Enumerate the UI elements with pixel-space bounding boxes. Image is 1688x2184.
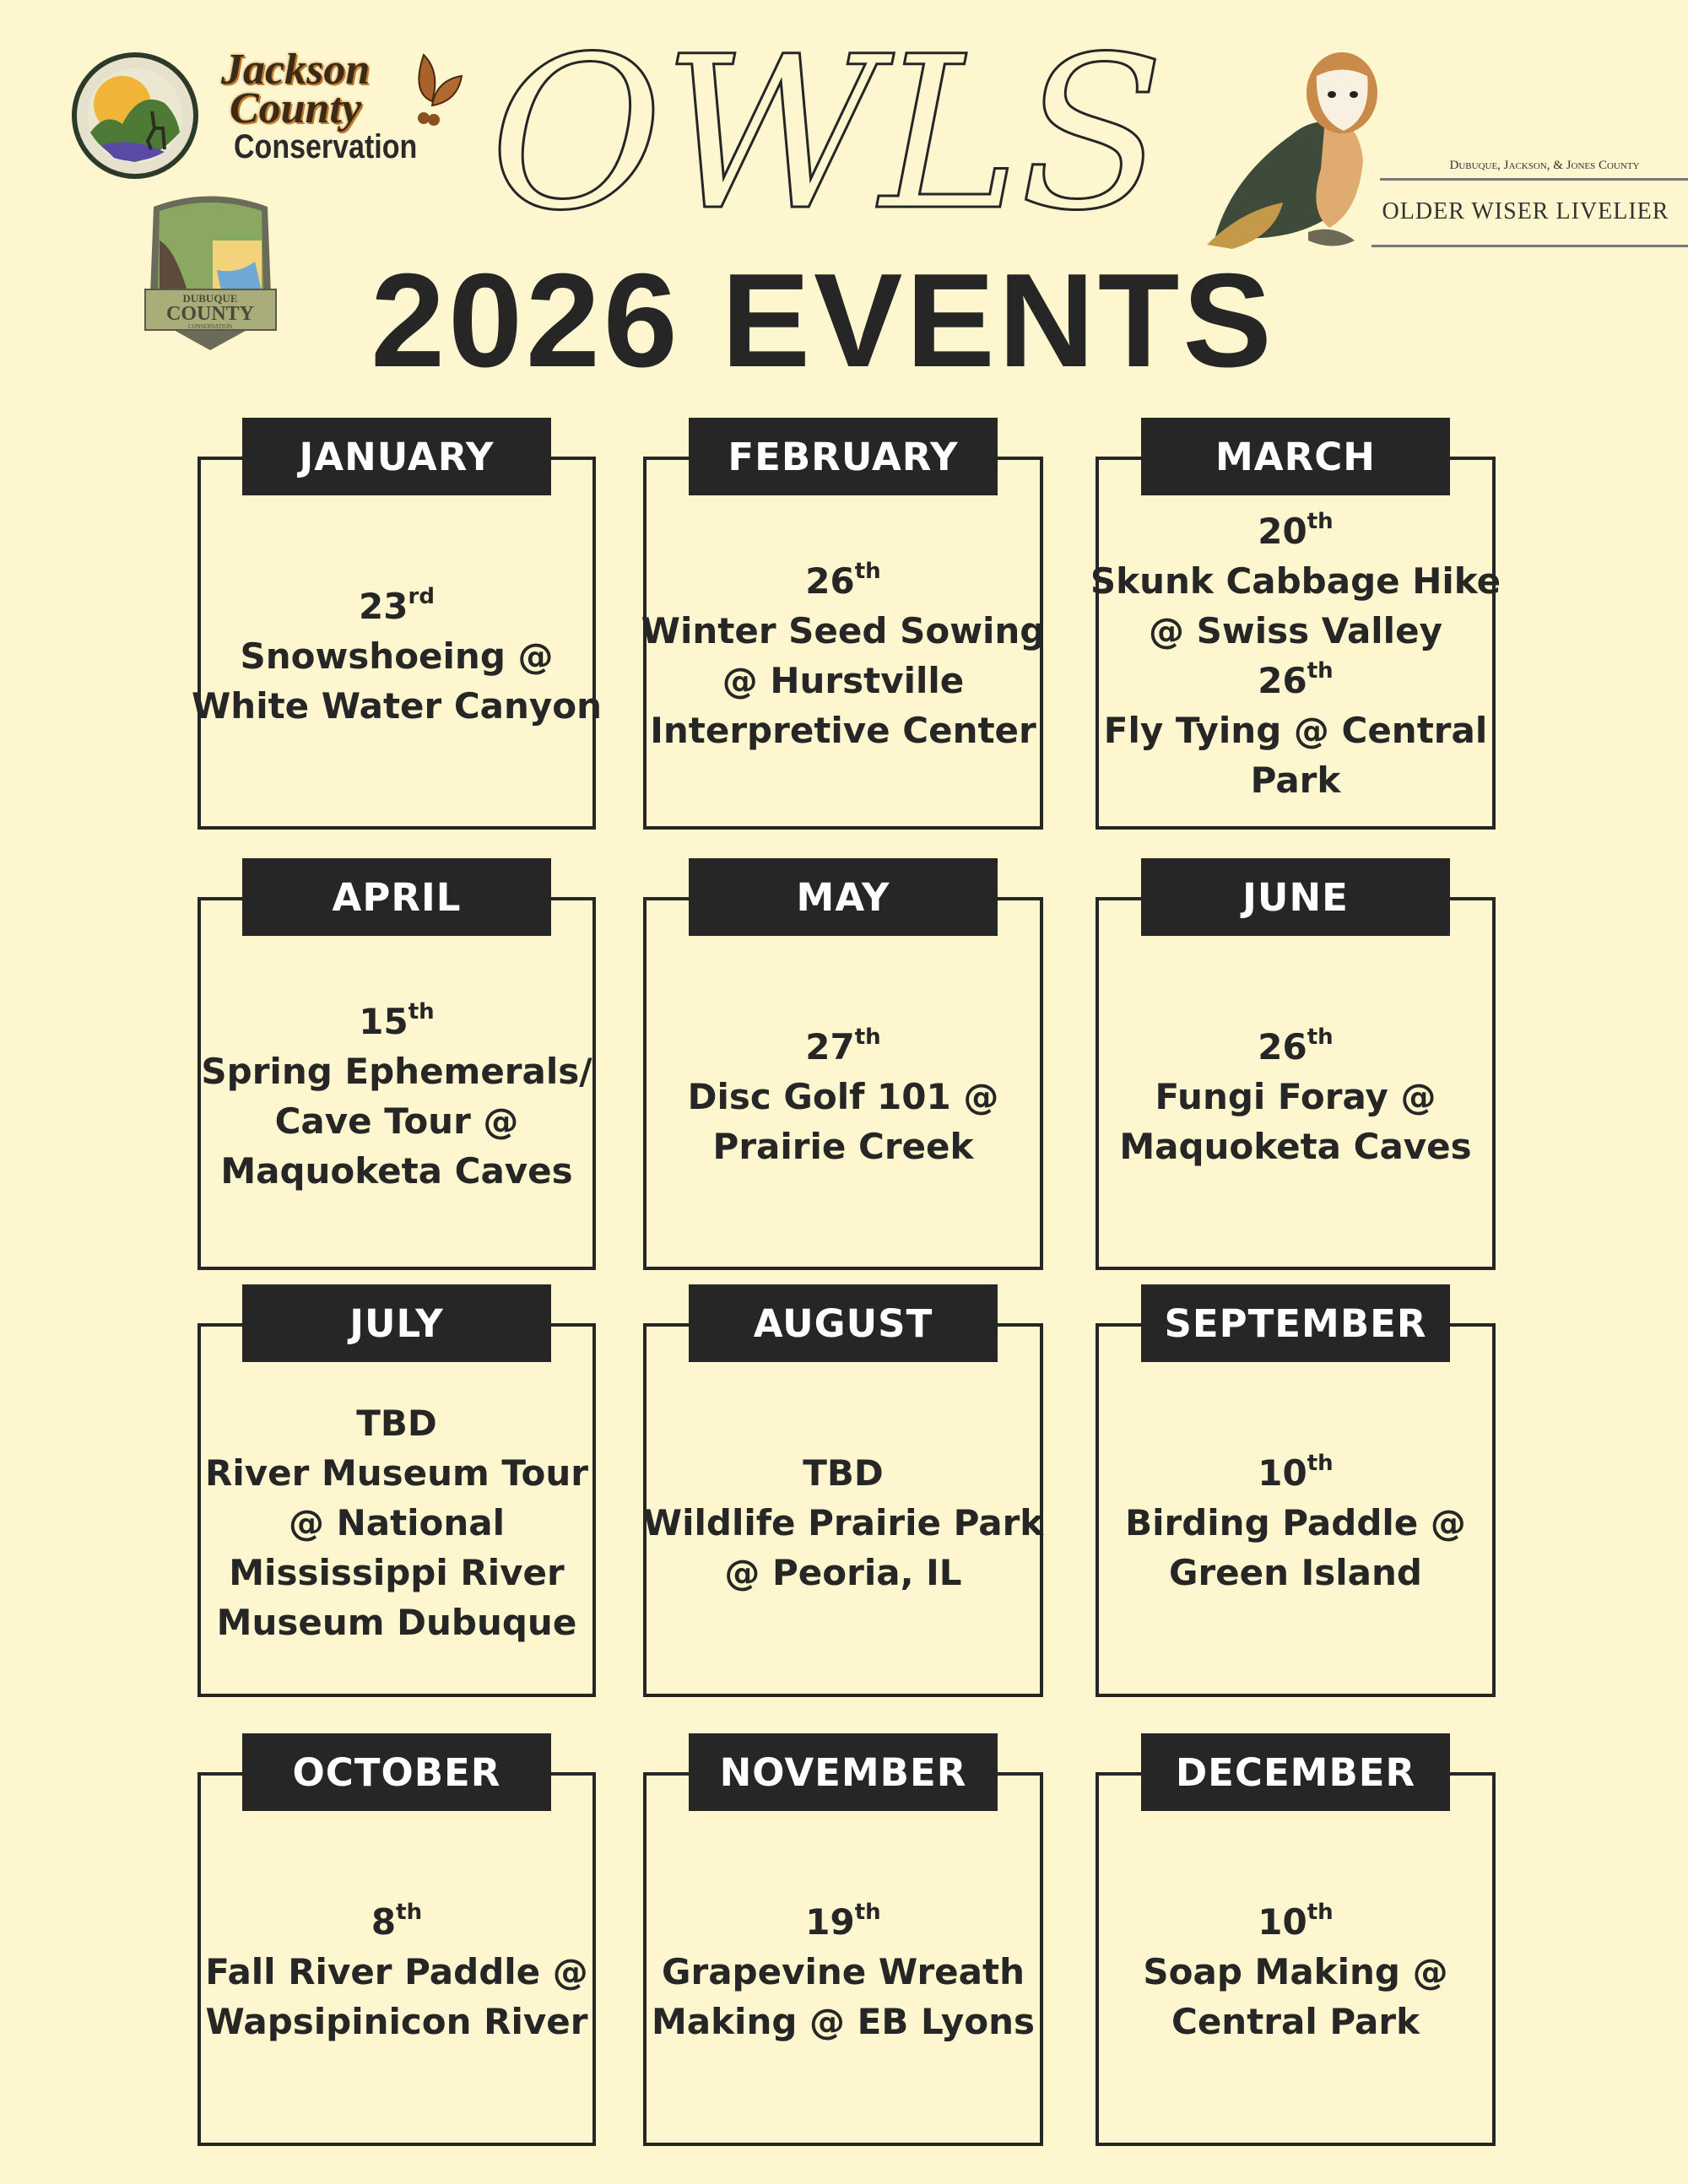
page-title: 2026 EVENTS — [371, 246, 1275, 395]
event-day: 20 — [1258, 511, 1307, 552]
dubuque-logo-line3: CONSERVATION — [187, 323, 233, 330]
event-day: TBD — [803, 1452, 884, 1494]
owls-script-text: OWLS — [490, 11, 1165, 257]
event-title-line: Fall River Paddle @ — [205, 1951, 588, 1992]
event-date — [805, 1022, 880, 1072]
month-card-august — [643, 1323, 1043, 1697]
month-header-may: MAY — [689, 858, 998, 936]
brand-rule-bottom — [1372, 245, 1688, 247]
event-day: 10 — [1258, 1452, 1307, 1494]
jackson-county-logo — [221, 46, 474, 173]
event-day-suffix: th — [1307, 509, 1334, 534]
jackson-logo-line2: County — [230, 84, 362, 132]
dubuque-logo-line1: DUBUQUE — [182, 292, 238, 305]
owls-brand-logo — [1182, 34, 1688, 262]
oak-leaf-icon — [390, 51, 470, 131]
event-title-line: Museum Dubuque — [216, 1602, 577, 1643]
event-title-line: Fly Tying @ Central — [1103, 710, 1488, 751]
dubuque-county-logo — [137, 190, 284, 354]
month-card-november — [643, 1772, 1043, 2146]
event-title-line: Disc Golf 101 @ — [687, 1075, 999, 1117]
event-day: 19 — [805, 1901, 855, 1943]
barn-owl-illustration — [1182, 34, 1418, 262]
event-day: 15 — [359, 1001, 408, 1042]
month-header-march: MARCH — [1141, 418, 1450, 495]
event-date — [1258, 1448, 1333, 1498]
month-header-january: JANUARY — [242, 418, 551, 495]
brand-subtitle: Dubuque, Jackson, & Jones County — [1449, 159, 1640, 172]
month-card-september — [1096, 1323, 1496, 1697]
jones-county-logo — [72, 52, 198, 179]
event-title-line: Birding Paddle @ — [1125, 1502, 1466, 1543]
event-title-line: Snowshoeing @ — [240, 635, 554, 677]
event-day-suffix: th — [1307, 1451, 1334, 1476]
month-card-january — [191, 457, 603, 830]
event-title-line: @ Swiss Valley — [1149, 610, 1442, 651]
jackson-logo-line1: Jackson — [221, 46, 371, 94]
month-header-december: DECEMBER — [1141, 1733, 1450, 1811]
event-day: 10 — [1258, 1901, 1307, 1943]
event-title-line: Grapevine Wreath — [662, 1951, 1025, 1992]
month-header-september: SEPTEMBER — [1141, 1284, 1450, 1362]
event-title-line: @ National — [288, 1502, 506, 1543]
event-day-suffix: th — [408, 999, 435, 1024]
event-day-suffix: rd — [408, 583, 435, 609]
event-day: 26 — [1258, 660, 1307, 701]
event-title-line: Maquoketa Caves — [1119, 1125, 1472, 1167]
brand-tagline: OLDER WISER LIVELIER — [1382, 198, 1669, 224]
event-title-line: Fungi Foray @ — [1155, 1075, 1436, 1117]
event-title-line: @ Peoria, IL — [724, 1552, 962, 1593]
event-title-line: Interpretive Center — [650, 710, 1036, 751]
event-day: TBD — [356, 1403, 437, 1444]
event-day: 26 — [1258, 1025, 1307, 1068]
event-day-suffix: th — [1307, 658, 1334, 684]
month-header-february: FEBRUARY — [689, 418, 998, 495]
event-title-line: White Water Canyon — [191, 684, 603, 727]
event-day-suffix: th — [1307, 1900, 1334, 1925]
month-header-october: OCTOBER — [242, 1733, 551, 1811]
event-title-line: Central Park — [1171, 2001, 1420, 2042]
event-day-suffix: th — [854, 1024, 881, 1050]
event-day: 8 — [371, 1901, 397, 1943]
month-card-march — [1090, 457, 1501, 830]
event-title-line: Cave Tour @ — [274, 1100, 519, 1142]
event-date — [805, 556, 880, 606]
dubuque-logo-line2: COUNTY — [165, 303, 255, 325]
event-title-line: Soap Making @ — [1143, 1951, 1448, 1992]
event-day: 23 — [359, 585, 408, 627]
event-date — [1258, 506, 1333, 556]
event-date — [1258, 1897, 1333, 1947]
jackson-logo-line3: Conservation — [234, 128, 418, 165]
event-date — [356, 1398, 437, 1448]
month-card-june — [1096, 897, 1496, 1270]
month-card-february — [641, 457, 1046, 830]
month-header-april: APRIL — [242, 858, 551, 936]
owls-script-title — [490, 11, 1165, 257]
event-date — [805, 1897, 880, 1947]
event-title-line: Wapsipinicon River — [205, 2001, 588, 2042]
event-title-line: Spring Ephemerals/ — [201, 1051, 592, 1092]
event-day-suffix: th — [854, 1900, 881, 1925]
event-day: 26 — [805, 560, 855, 602]
event-date — [803, 1448, 884, 1498]
event-title-line: Making @ EB Lyons — [651, 2001, 1036, 2042]
month-card-october — [197, 1772, 596, 2146]
month-card-may — [643, 897, 1043, 1270]
event-title-line: @ Hurstville — [722, 660, 965, 701]
event-date — [359, 997, 434, 1046]
event-day-suffix: th — [1307, 1024, 1334, 1050]
event-title-line: Winter Seed Sowing — [641, 610, 1046, 651]
month-header-august: AUGUST — [689, 1284, 998, 1362]
month-card-december — [1096, 1772, 1496, 2146]
month-header-june: JUNE — [1141, 858, 1450, 936]
month-header-july: JULY — [242, 1284, 551, 1362]
event-title-line: River Museum Tour — [205, 1452, 588, 1494]
event-title-line: Skunk Cabbage Hike — [1090, 560, 1501, 602]
brand-rule-top — [1380, 178, 1688, 181]
month-card-july — [197, 1323, 596, 1697]
month-card-april — [197, 897, 596, 1270]
event-title-line: Wildlife Prairie Park — [642, 1502, 1044, 1543]
event-date — [359, 581, 435, 631]
event-date — [1258, 656, 1333, 705]
event-date — [371, 1897, 422, 1947]
event-date — [1258, 1022, 1333, 1072]
event-title-line: Mississippi River — [229, 1552, 565, 1593]
event-title-line: Prairie Creek — [712, 1125, 974, 1167]
month-header-november: NOVEMBER — [689, 1733, 998, 1811]
event-day: 27 — [805, 1025, 855, 1068]
event-day-suffix: th — [854, 559, 881, 584]
event-day-suffix: th — [396, 1900, 423, 1925]
event-title-line: Maquoketa Caves — [220, 1150, 573, 1192]
event-title-line: Park — [1250, 760, 1341, 801]
event-title-line: Green Island — [1168, 1552, 1422, 1593]
